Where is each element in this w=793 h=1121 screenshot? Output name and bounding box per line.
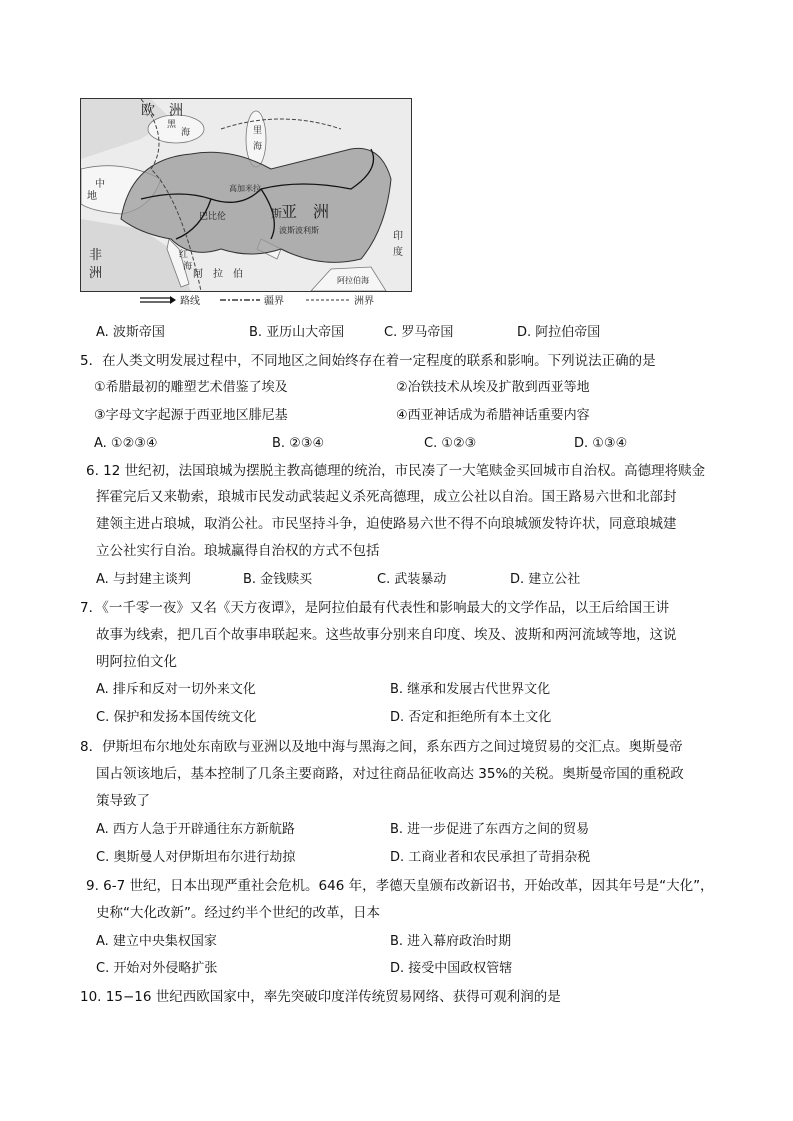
map-label-caspian: 里 bbox=[253, 126, 263, 136]
q9-option-a[interactable]: A. 建立中央集权国家 bbox=[96, 934, 217, 949]
q7-option-d[interactable]: D. 否定和拒绝所有本土文化 bbox=[390, 710, 552, 725]
q8-line-3: 策导致了 bbox=[96, 793, 150, 809]
map-label-mediterranean: 中 bbox=[95, 179, 105, 190]
q8-line-1: 8．伊斯坦布尔地处东南欧与亚洲以及地中海与黑海之间，系东西方之间过境贸易的交汇点。奥斯曼帝 bbox=[80, 739, 683, 755]
q5-item-2: ②冶铁技术从埃及扩散到西亚等地 bbox=[396, 380, 590, 395]
map-label-africa-2: 洲 bbox=[89, 266, 103, 281]
q6-option-c[interactable]: C. 武装暴动 bbox=[377, 572, 447, 587]
q6-line-3: 建领主进占琅城，取消公社。市民坚持斗争，迫使路易六世不得不向琅城颁发特许状，同意琅城建 bbox=[96, 516, 677, 532]
map-label-black-sea: 黑 bbox=[167, 120, 177, 130]
q5-option-c[interactable]: C. ①②③ bbox=[424, 436, 477, 451]
q6-option-b[interactable]: B. 金钱赎买 bbox=[243, 572, 313, 587]
map-label-caspian-2: 海 bbox=[253, 142, 263, 152]
map-label-red-sea: 红 bbox=[179, 250, 189, 260]
map-legend bbox=[80, 292, 410, 306]
q9-option-c[interactable]: C. 开始对外侵略扩张 bbox=[96, 961, 218, 976]
q8-option-b[interactable]: B. 进一步促进了东西方之间的贸易 bbox=[390, 822, 590, 837]
q6-option-a[interactable]: A. 与封建主谈判 bbox=[96, 572, 191, 587]
q7-line-3: 明阿拉伯文化 bbox=[96, 654, 177, 670]
q5-stem: 5．在人类文明发展过程中，不同地区之间始终存在着一定程度的联系和影响。下列说法正确的是 bbox=[80, 353, 656, 369]
q10-stem: 10. 15−16 世纪西欧国家中，率先突破印度洋传统贸易网络、获得可观利润的是 bbox=[80, 989, 561, 1005]
map-label-arabian-sea: 阿拉伯海 bbox=[337, 276, 369, 285]
q9-line-2: 史称“大化改新”。经过约半个世纪的改革，日本 bbox=[96, 905, 380, 921]
q5-item-1: ①希腊最初的雕塑艺术借鉴了埃及 bbox=[94, 380, 288, 395]
legend-border: 疆界 bbox=[264, 296, 284, 307]
q4-option-a[interactable]: A. 波斯帝国 bbox=[96, 325, 165, 340]
q4-option-d[interactable]: D. 阿拉伯帝国 bbox=[517, 325, 601, 340]
q9-option-d[interactable]: D. 接受中国政权管辖 bbox=[390, 961, 513, 976]
q6-line-4: 立公社实行自治。琅城赢得自治权的方式不包括 bbox=[96, 543, 380, 559]
map-label-persia: 斯 bbox=[271, 207, 282, 220]
q9-option-b[interactable]: B. 进入幕府政治时期 bbox=[390, 934, 512, 949]
q8-option-d[interactable]: D. 工商业者和农民承担了苛捐杂税 bbox=[390, 850, 591, 865]
q7-line-2: 故事为线索，把几百个故事串联起来。这些故事分别来自印度、埃及、波斯和两河流域等地，这说 bbox=[96, 627, 677, 643]
map-label-arabia: 阿 拉 伯 bbox=[193, 269, 243, 280]
q5-option-b[interactable]: B. ②③④ bbox=[272, 436, 325, 451]
q8-option-c[interactable]: C. 奥斯曼人对伊斯坦布尔进行劫掠 bbox=[96, 850, 296, 865]
q5-item-4: ④西亚神话成为希腊神话重要内容 bbox=[396, 408, 590, 423]
q8-line-2: 国占领该地后，基本控制了几条主要商路，对过往商品征收高达 35%的关税。奥斯曼帝国的重税政 bbox=[96, 766, 684, 782]
q7-option-b[interactable]: B. 继承和发展古代世界文化 bbox=[390, 682, 551, 697]
map-label-asia: 亚 洲 bbox=[281, 202, 330, 221]
q8-option-a[interactable]: A. 西方人急于开辟通往东方新航路 bbox=[96, 822, 295, 837]
q7-option-a[interactable]: A. 排斥和反对一切外来文化 bbox=[96, 682, 256, 697]
q7-option-c[interactable]: C. 保护和发扬本国传统文化 bbox=[96, 710, 257, 725]
map-label-india-1: 印 bbox=[393, 231, 403, 242]
map-label-europe: 欧 洲 bbox=[141, 103, 183, 119]
map-label-africa-1: 非 bbox=[89, 248, 103, 263]
q4-option-b[interactable]: B. 亚历山大帝国 bbox=[249, 325, 345, 340]
map-label-india-2: 度 bbox=[393, 247, 403, 258]
q7-line-1: 7．《一千零一夜》又名《天方夜谭》，是阿拉伯最有代表性和影响最大的文学作品，以王后给国王讲 bbox=[80, 600, 670, 616]
map-label-gaugamela: 高加米拉 bbox=[229, 184, 261, 193]
historical-map bbox=[80, 98, 412, 292]
q6-option-d[interactable]: D. 建立公社 bbox=[510, 572, 581, 587]
map-label-black-sea-2: 海 bbox=[181, 128, 191, 138]
legend-route: 路线 bbox=[180, 296, 200, 307]
q5-item-3: ③字母文字起源于西亚地区腓尼基 bbox=[94, 408, 288, 423]
q6-line-2: 挥霍完后又来勒索，琅城市民发动武装起义杀死高德理，成立公社以自治。国王路易六世和北部封 bbox=[96, 489, 677, 505]
q9-line-1: 9. 6-7 世纪，日本出现严重社会危机。646 年，孝德天皇颁布改新诏书，开始改革，因其年号是“大化”， bbox=[86, 878, 714, 894]
legend-continent: 洲界 bbox=[354, 296, 374, 307]
map-label-red-sea-2: 海 bbox=[183, 262, 193, 272]
q4-option-c[interactable]: C. 罗马帝国 bbox=[384, 325, 454, 340]
q5-option-a[interactable]: A. ①②③④ bbox=[94, 436, 158, 451]
q6-line-1: 6. 12 世纪初，法国琅城为摆脱主教高德理的统治，市民凑了一大笔赎金买回城市自治权。高德理将赎金 bbox=[86, 463, 706, 479]
map-label-babylon: 巴比伦 bbox=[199, 212, 227, 222]
map-label-mediterranean-2: 地 bbox=[87, 191, 97, 202]
map-graphic bbox=[81, 99, 411, 291]
map-label-persepolis: 波斯波利斯 bbox=[279, 226, 319, 235]
q5-option-d[interactable]: D. ①③④ bbox=[574, 436, 628, 451]
